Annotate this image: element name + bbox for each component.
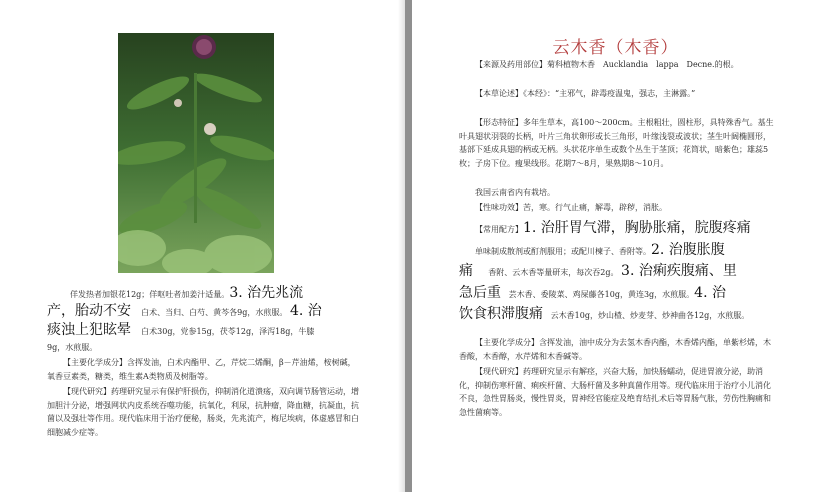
formula-heading-1: 1. 治肝胃气滞，胸胁胀痛，脘腹疼痛 bbox=[523, 220, 751, 236]
formula-heading-2: 2. 治腹胀腹 bbox=[651, 242, 725, 258]
chemical-components-paragraph: 【主要化学成分】含挥发油，油中成分为去氢木香内酯，木香烯内酯，单紫杉烯，木香酸，木香醇，水芹烯和木香碱等。 bbox=[459, 338, 771, 361]
formula-heading-4: 4. 治 bbox=[694, 285, 726, 301]
morphology-paragraph: 【形态特征】多年生草本，高100～200cm。主根粗壮，圆柱形，具特殊香气。基生叶具翅状羽裂的长柄，叶片三角状卵形或长三角形，叶缘浅裂或波状；茎生叶阔椭圆形，基部下延成具翅的柄或无柄。头状花序单生或数个丛生于茎顶；花筒状，暗紫色；雄蕊5枚；子房下位。瘦果线形。花期7～8月，果熟期8～10月。 bbox=[459, 118, 774, 168]
modern-research-paragraph: 【现代研究】药理研究显示有解痉，兴奋大肠，加快肠蠕动，促进胃液分泌，助消化，抑制伤寒杆菌、痢疾杆菌、大肠杆菌及多种真菌作用等。现代临床用于治疗小儿消化不良，急性胃肠炎，慢性胃炎，胃神经官能症及绝育结扎术后等胃肠气胀，劳伤性胸痛和急性菌痢等。 bbox=[459, 367, 771, 417]
page-title: 云木香（木香） bbox=[552, 38, 679, 58]
formula-heading-2-cont: 痛 bbox=[459, 263, 473, 279]
formula-text-2: 香附、云木香等量研末，每次吞2g。 bbox=[488, 268, 619, 277]
formula-heading-3: 3. 治痢疾腹痛、里 bbox=[621, 263, 737, 279]
formula-text-1: 单味制成散剂或酊剂服用；或配川楝子、香附等。 bbox=[475, 247, 651, 256]
nature-paragraph: 【性味功效】苦，寒。行气止痛，解毒，辟秽，消胀。 bbox=[475, 203, 667, 212]
chemical-components-paragraph: 【主要化学成分】含挥发油，白术内酯甲、乙，芹烷二烯酮，β－芹油烯，桉树碱，氧香豆素类，糖类，维生素A类物质及树脂等。 bbox=[47, 358, 356, 381]
distribution-paragraph: 我国云南省内有栽培。 bbox=[475, 188, 555, 197]
left-page bbox=[0, 0, 405, 492]
caption-line1: 佯发热者加银花12g；佯呕吐者加姜汁适量。 bbox=[70, 290, 230, 299]
right-page bbox=[412, 0, 819, 492]
formula-text-3: 芸木香、委陵菜、鸡屎藤各10g，黄连3g，水煎服。 bbox=[508, 290, 695, 299]
formula-heading-3-cont: 急后重 bbox=[459, 285, 501, 301]
plant-photo bbox=[118, 33, 274, 273]
formula-label: 【常用配方】 bbox=[475, 225, 523, 234]
formula-text-4: 白术30g，党参15g，茯苓12g，泽泻18g，牛膝 bbox=[141, 327, 315, 336]
classic-paragraph: 【本草论述】《本经》：“主邪气，辟毒疫温鬼，强志，主淋露。” bbox=[475, 89, 696, 98]
formula-heading-4-cont: 痰浊上犯眩晕 bbox=[47, 322, 131, 338]
formula-text-3: 白术、当归、白芍、黄芩各9g，水煎服。 bbox=[141, 308, 288, 317]
modern-research-paragraph: 【现代研究】药理研究显示有保护肝损伤，抑制消化道溃疡，双向调节肠管运动，增加胆汁分泌，增强网状内皮系统吞噬功能，抗氧化，利尿，抗肿瘤，降血糖，抗凝血，抗菌以及强壮等作用。现代临床用于治疗便秘，肠炎，先兆流产，梅尼埃病，体虚感冒和白细胞减少症等。 bbox=[47, 387, 359, 437]
formula-heading-3: 3. 治先兆流 bbox=[229, 285, 304, 301]
page-gutter bbox=[405, 0, 412, 492]
page-gutter-shadow bbox=[398, 0, 405, 492]
formula-text-4: 云木香10g，炒山楂、炒麦芽、炒神曲各12g，水煎服。 bbox=[550, 311, 750, 320]
formula-heading-4-cont: 饮食积滞腹痛 bbox=[459, 306, 543, 322]
formula-heading-3-cont: 产，胎动不安 bbox=[47, 303, 131, 319]
source-paragraph: 【来源及药用部位】菊科植物木香 Aucklandia lappa Decne.的根。 bbox=[475, 60, 739, 69]
formula-heading-4: 4. 治 bbox=[289, 303, 322, 319]
formula-text-4-cont: 9g，水煎服。 bbox=[47, 343, 98, 352]
